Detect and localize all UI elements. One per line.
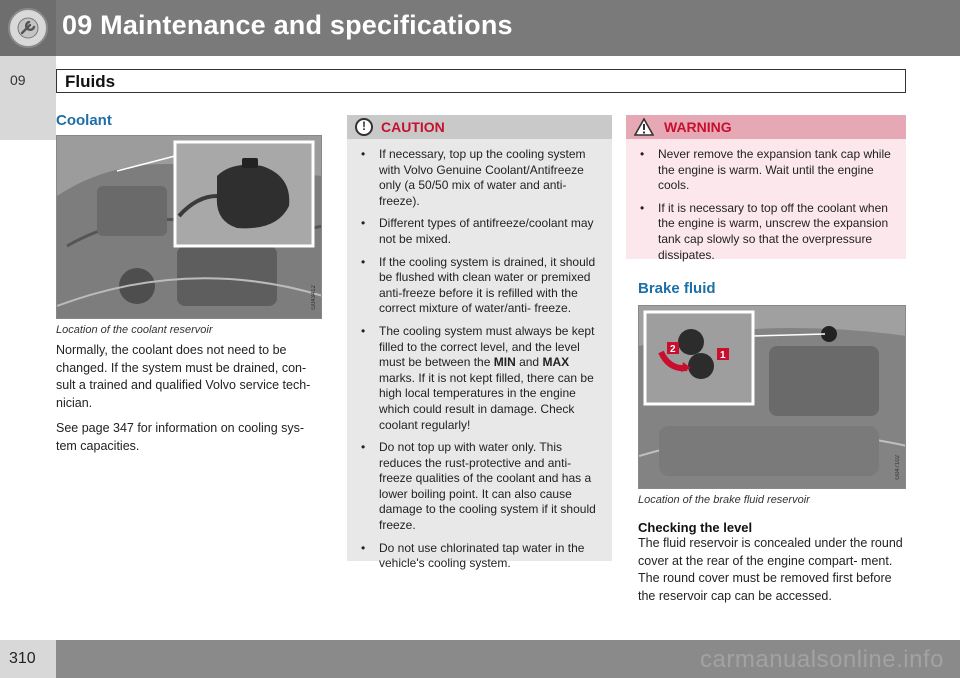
coolant-paragraph: See page 347 for information on cooling sys- tem capacities. [56, 421, 305, 453]
warning-header [626, 115, 906, 139]
chapter-number: 09 [10, 72, 26, 88]
warning-box [626, 115, 906, 262]
bullet-icon: • [361, 147, 366, 161]
warning-triangle-icon [634, 118, 654, 136]
caution-icon: ! [355, 118, 373, 136]
bullet-icon: • [361, 540, 366, 555]
engine-bay-illustration [639, 306, 906, 489]
chapter-tab [0, 56, 56, 140]
coolant-paragraph: Normally, the coolant does not need to be changed. If the system must be drained, con- sult a trained and qualified Volvo service tech- nician. [56, 343, 311, 410]
caution-item-text: Do not use chlorinated tap water in the vehicle's cooling system. [379, 540, 585, 571]
image-reference-id: G047102 [895, 455, 901, 480]
page-number: 310 [9, 650, 36, 667]
section-title: Fluids [65, 72, 116, 91]
caution-item-text: If the cooling system is drained, it should be flushed with clean water or premixed anti-freeze before it is refilled with the correct mixture of water/anti- freeze. [379, 254, 596, 316]
bullet-icon: • [361, 254, 366, 269]
bullet-icon: • [361, 323, 366, 338]
coolant-reservoir-image [56, 135, 322, 319]
caution-item-text: Different types of antifreeze/coolant may not be mixed. [379, 216, 594, 246]
bullet-icon: • [640, 147, 645, 161]
image-reference-id: G043412 [311, 285, 317, 310]
list-item [357, 440, 602, 534]
list-item [357, 216, 602, 247]
caution-box [347, 115, 612, 571]
engine-bay-illustration [57, 136, 322, 319]
warning-list [626, 139, 906, 263]
coolant-column [56, 112, 322, 463]
callout-1: 1 [720, 350, 726, 361]
list-item [357, 147, 602, 209]
warning-item-text: Never remove the expansion tank cap while the engine is warm. Wait until the engine cools. [658, 147, 891, 193]
caution-item-text: The cooling system must always be kept filled to the correct level, and the level must be between the MIN and MAX marks. If it is not kept filled, there can be high local temperatures in the engine which could result in damage. Check coolant regularly! [379, 323, 595, 432]
header-icon-tab [0, 0, 56, 56]
brake-fluid-column [638, 280, 906, 605]
wrench-icon [8, 8, 48, 48]
bullet-icon: • [361, 216, 366, 231]
callout-2: 2 [670, 344, 676, 355]
brake-reservoir-image [638, 305, 906, 489]
bullet-icon: • [361, 440, 366, 455]
list-item [357, 324, 602, 433]
section-bar [56, 69, 906, 93]
caution-item-text: If necessary, top up the cooling system with Volvo Genuine Coolant/Antifreeze only (a 50/50 mix of water and anti- freeze). [379, 147, 586, 208]
warning-item-text: If it is necessary to top off the coolant when the engine is warm, unscrew the expansion tank cap slowly so that the overpressure dissipates. [658, 200, 889, 262]
footer-tab [0, 640, 56, 678]
bullet-icon: • [640, 200, 645, 215]
checking-level-heading: Checking the level [638, 520, 753, 535]
coolant-body [56, 342, 322, 455]
caution-item-text: Do not top up with water only. This reduces the rust-protective and anti- freeze qualities of the coolant and has a lower boiling point. It can also cause damage to the cooling system if it should freeze. [379, 440, 596, 533]
caution-label: CAUTION [381, 119, 445, 135]
list-item [636, 147, 896, 194]
page-footer [0, 640, 960, 678]
caution-header [347, 115, 612, 139]
brake-body: The fluid reservoir is concealed under the round cover at the rear of the engine compart- ment. The round cover must be removed first before the reservoir cap can be accessed. [638, 536, 903, 603]
caution-list [347, 139, 612, 572]
page-title: 09 Maintenance and specifications [62, 10, 513, 40]
watermark: carmanualsonline.info [700, 646, 944, 673]
coolant-image-caption: Location of the coolant reservoir [56, 324, 213, 336]
list-item [636, 201, 896, 263]
coolant-heading: Coolant [56, 112, 112, 129]
brake-heading: Brake fluid [638, 280, 716, 297]
page-header [0, 0, 960, 56]
list-item [357, 541, 602, 572]
list-item [357, 255, 602, 317]
warning-label: WARNING [664, 119, 732, 135]
brake-image-caption: Location of the brake fluid reservoir [638, 494, 810, 506]
